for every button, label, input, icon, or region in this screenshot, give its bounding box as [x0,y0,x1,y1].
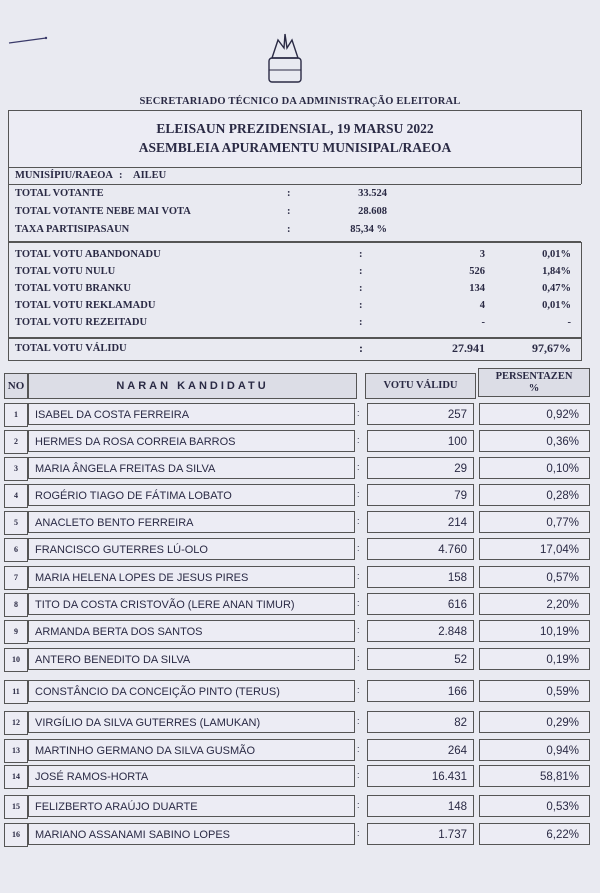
summary-value: 28.608 [358,206,387,217]
candidate-row [0,680,600,704]
summary-row [9,222,581,239]
candidate-number: 11 [4,680,28,704]
stats-row [9,264,581,281]
stats-value: 134 [469,283,485,294]
candidate-row [0,739,600,763]
candidate-colon: : [357,489,360,499]
candidate-colon: : [357,598,360,608]
stats-percent: 0,47% [542,283,571,294]
candidate-percent: 0,57% [479,566,590,588]
candidate-percent: 2,20% [479,593,590,615]
candidate-name: HERMES DA ROSA CORREIA BARROS [28,430,355,452]
candidate-percent: 6,22% [479,823,590,845]
candidate-row [0,711,600,735]
stats-percent: - [567,317,571,328]
candidate-name: FELIZBERTO ARAÚJO DUARTE [28,795,355,817]
summary-table [8,184,581,242]
summary-label: TAXA PARTISIPASAUN [15,224,130,235]
summary-label: TOTAL VOTANTE [15,188,104,199]
candidate-row [0,484,600,508]
candidate-votes: 158 [367,566,474,588]
valid-label: TOTAL VOTU VÁLIDU [15,343,127,354]
candidate-colon: : [357,571,360,581]
candidate-votes: 79 [367,484,474,506]
candidate-name: ANACLETO BENTO FERREIRA [28,511,355,533]
candidate-colon: : [357,516,360,526]
candidate-colon: : [357,685,360,695]
candidate-row [0,593,600,617]
stae-logo [262,30,308,90]
summary-colon: : [287,188,291,199]
candidate-name: MARTINHO GERMANO DA SILVA GUSMÃO [28,739,355,761]
candidate-name: ARMANDA BERTA DOS SANTOS [28,620,355,642]
stats-label: TOTAL VOTU BRANKU [15,283,131,294]
valid-percent: 97,67% [532,341,571,355]
candidate-number: 7 [4,566,28,590]
footer-mark [2,877,4,883]
candidate-colon: : [357,653,360,663]
assembly-title: ASEMBLEIA APURAMENTU MUNISIPAL/RAEOA [138,140,452,155]
candidate-percent: 10,19% [479,620,590,642]
candidate-row [0,765,600,789]
candidate-percent: 0,94% [479,739,590,761]
candidate-colon: : [357,800,360,810]
candidate-votes: 616 [367,593,474,615]
candidate-number: 3 [4,457,28,481]
candidate-percent: 0,19% [479,648,590,670]
header-candidate-name: NARAN KANDIDATU [28,373,357,399]
candidate-number: 15 [4,795,28,819]
candidate-name: MARIA HELENA LOPES DE JESUS PIRES [28,566,355,588]
candidate-name: FRANCISCO GUTERRES LÚ-OLO [28,538,355,560]
candidate-row [0,566,600,590]
stats-colon: : [359,249,363,260]
candidate-row [0,795,600,819]
candidate-number: 6 [4,538,28,562]
candidate-votes: 100 [367,430,474,452]
candidate-name: ROGÉRIO TIAGO DE FÁTIMA LOBATO [28,484,355,506]
candidate-votes: 29 [367,457,474,479]
candidate-colon: : [357,744,360,754]
candidate-row [0,430,600,454]
stats-colon: : [359,317,363,328]
header-percentage [478,368,590,397]
candidate-votes: 16.431 [367,765,474,787]
summary-label: TOTAL VOTANTE NEBE MAI VOTA [15,206,191,217]
stats-row [9,247,581,264]
candidate-votes: 214 [367,511,474,533]
header-percentage-label: PERSENTAZEN [495,371,573,382]
stats-colon: : [359,300,363,311]
candidate-number: 9 [4,620,28,644]
summary-row [9,204,581,221]
stats-label: TOTAL VOTU NULU [15,266,116,277]
stats-row [9,281,581,298]
candidate-name: ISABEL DA COSTA FERREIRA [28,403,355,425]
stats-table [8,242,582,339]
candidate-row [0,511,600,535]
candidate-number: 8 [4,593,28,617]
summary-colon: : [287,206,291,217]
stats-colon: : [359,283,363,294]
candidate-name: TITO DA COSTA CRISTOVÃO (LERE ANAN TIMUR) [28,593,355,615]
summary-value: 85,34 % [350,224,387,235]
stats-label: TOTAL VOTU REZEITADU [15,317,148,328]
candidate-number: 5 [4,511,28,535]
candidate-votes: 4.760 [367,538,474,560]
summary-row [9,186,581,203]
organization-name: SECRETARIADO TÉCNICO DA ADMINISTRAÇÃO ELEITORAL [139,96,461,107]
header-percentage-sign: % [528,383,540,394]
stats-value: - [481,317,485,328]
candidate-colon: : [357,408,360,418]
candidate-votes: 52 [367,648,474,670]
stats-percent: 0,01% [542,249,571,260]
stats-value: 4 [479,300,485,311]
candidate-votes: 1.737 [367,823,474,845]
stats-value: 526 [469,266,485,277]
candidate-colon: : [357,625,360,635]
candidate-votes: 82 [367,711,474,733]
candidate-percent: 17,04% [479,538,590,560]
candidate-percent: 0,53% [479,795,590,817]
valid-votes-row [8,337,582,361]
candidate-percent: 0,10% [479,457,590,479]
candidate-votes: 264 [367,739,474,761]
candidate-percent: 0,29% [479,711,590,733]
candidate-number: 16 [4,823,28,847]
municipality-colon: : [119,170,123,181]
candidate-number: 2 [4,430,28,454]
candidate-name: JOSÉ RAMOS-HORTA [28,765,355,787]
header-valid-votes: VOTU VÁLIDU [365,373,476,399]
candidate-row [0,823,600,847]
stats-percent: 0,01% [542,300,571,311]
valid-colon: : [359,341,363,355]
candidate-votes: 257 [367,403,474,425]
candidate-colon: : [357,770,360,780]
candidate-number: 14 [4,765,28,789]
pen-mark [8,36,48,44]
candidate-colon: : [357,716,360,726]
stats-row [9,315,581,332]
candidate-number: 12 [4,711,28,735]
municipality-label: MUNISÍPIU/RAEOA [15,170,114,181]
candidate-percent: 0,36% [479,430,590,452]
candidate-colon: : [357,435,360,445]
election-title: ELEISAUN PREZIDENSIAL, 19 MARSU 2022 [156,121,434,136]
summary-value: 33.524 [358,188,387,199]
candidate-row [0,648,600,672]
candidate-number: 10 [4,648,28,672]
candidate-percent: 0,92% [479,403,590,425]
candidate-name: MARIANO ASSANAMI SABINO LOPES [28,823,355,845]
candidate-percent: 58,81% [479,765,590,787]
header-no: NO [4,373,28,399]
valid-value: 27.941 [452,341,485,355]
candidate-row [0,538,600,562]
municipality-row [8,166,582,184]
candidate-number: 13 [4,739,28,763]
stats-value: 3 [479,249,485,260]
candidate-name: VIRGÍLIO DA SILVA GUTERRES (LAMUKAN) [28,711,355,733]
candidate-colon: : [357,462,360,472]
candidate-colon: : [357,543,360,553]
election-header [8,110,582,168]
candidate-name: ANTERO BENEDITO DA SILVA [28,648,355,670]
candidate-colon: : [357,828,360,838]
candidate-number: 4 [4,484,28,508]
summary-colon: : [287,224,291,235]
stats-colon: : [359,266,363,277]
stats-percent: 1,84% [542,266,571,277]
candidate-row [0,403,600,427]
candidate-percent: 0,28% [479,484,590,506]
candidate-votes: 2.848 [367,620,474,642]
stats-label: TOTAL VOTU REKLAMADU [15,300,156,311]
candidate-votes: 166 [367,680,474,702]
municipality-value: AILEU [133,170,167,181]
candidate-name: CONSTÂNCIO DA CONCEIÇÃO PINTO (TERUS) [28,680,355,702]
candidate-row [0,620,600,644]
candidate-number: 1 [4,403,28,427]
candidate-name: MARIA ÂNGELA FREITAS DA SILVA [28,457,355,479]
candidate-percent: 0,59% [479,680,590,702]
stats-label: TOTAL VOTU ABANDONADU [15,249,161,260]
candidate-percent: 0,77% [479,511,590,533]
stats-row [9,298,581,315]
candidate-votes: 148 [367,795,474,817]
candidate-row [0,457,600,481]
